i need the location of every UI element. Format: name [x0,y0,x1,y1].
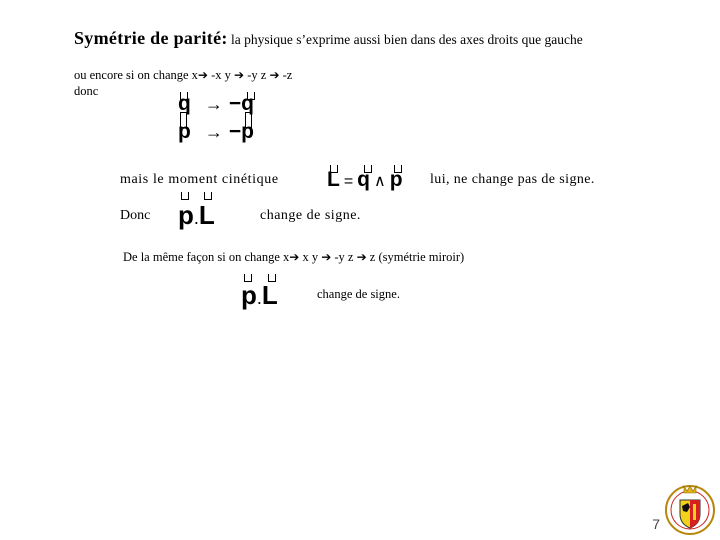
dot-operator: . [256,288,262,308]
vector-L: L [261,280,278,310]
mirror-symmetry-line [123,250,464,265]
page-number: 7 [652,516,660,532]
maps-to-arrow: → [204,122,223,142]
vector-p: p [241,280,257,310]
arrow-right-icon: ➔ [234,68,245,82]
dot-operator: . [193,208,199,228]
vector-minus-p: −p [228,120,254,143]
vector-L: L [327,168,340,191]
vector-arrow-icon [268,274,276,282]
angular-momentum-tail: lui, ne change pas de signe. [430,172,595,187]
slide-title [74,28,583,49]
change-sign-text: change de signe. [317,287,400,301]
arrow-right-icon: ➔ [289,250,300,264]
parity-z-to: -z [282,68,293,82]
donc-label: Donc [120,208,151,223]
arrow-right-icon: ➔ [197,68,208,82]
equation-q [178,92,254,116]
university-seal-icon [664,480,716,536]
equation-p [178,120,254,144]
donc-label: donc [74,84,99,98]
maps-to-arrow: → [204,94,223,114]
vector-arrow-icon [364,165,372,173]
arrow-right-icon: ➔ [356,250,367,264]
vector-arrow-icon [394,165,402,173]
vector-arrow-icon [180,92,188,100]
vector-p: p [389,168,403,191]
vector-L: L [198,200,215,230]
mirror-x-to: x y [302,250,319,264]
vector-q: q [178,92,191,115]
equals-sign: = [343,173,354,190]
dot-product-1 [178,200,215,231]
angular-momentum-label: mais le moment cinétique [120,172,279,187]
mirror-y-to: -y z [334,250,354,264]
dot-product-2 [241,280,278,311]
vector-arrow-icon [204,192,212,200]
vector-arrow-icon [244,274,252,282]
vector-p: p [178,200,194,230]
vector-arrow-icon [330,165,338,173]
parity-prefix: ou encore si on change x [74,68,198,82]
wedge-operator: ∧ [374,173,386,190]
title-strong: Symétrie de parité: [74,28,228,48]
vector-q: q [357,168,370,191]
mirror-z-to: z (symétrie miroir) [369,250,465,264]
parity-y-to: -y z [247,68,267,82]
vector-minus-q: −q [228,92,254,115]
vector-arrow-icon [247,92,255,100]
vector-arrow-icon [181,192,189,200]
mirror-prefix: De la même façon si on change x [123,250,290,264]
title-rest: la physique s’exprime aussi bien dans des axes droits que gauche [227,32,583,47]
parity-x-to: -x y [211,68,231,82]
arrow-right-icon: ➔ [321,250,332,264]
change-sign-text: change de signe. [260,208,361,223]
parity-change-line [74,68,292,83]
vector-p: p [178,120,191,143]
arrow-right-icon: ➔ [269,68,280,82]
